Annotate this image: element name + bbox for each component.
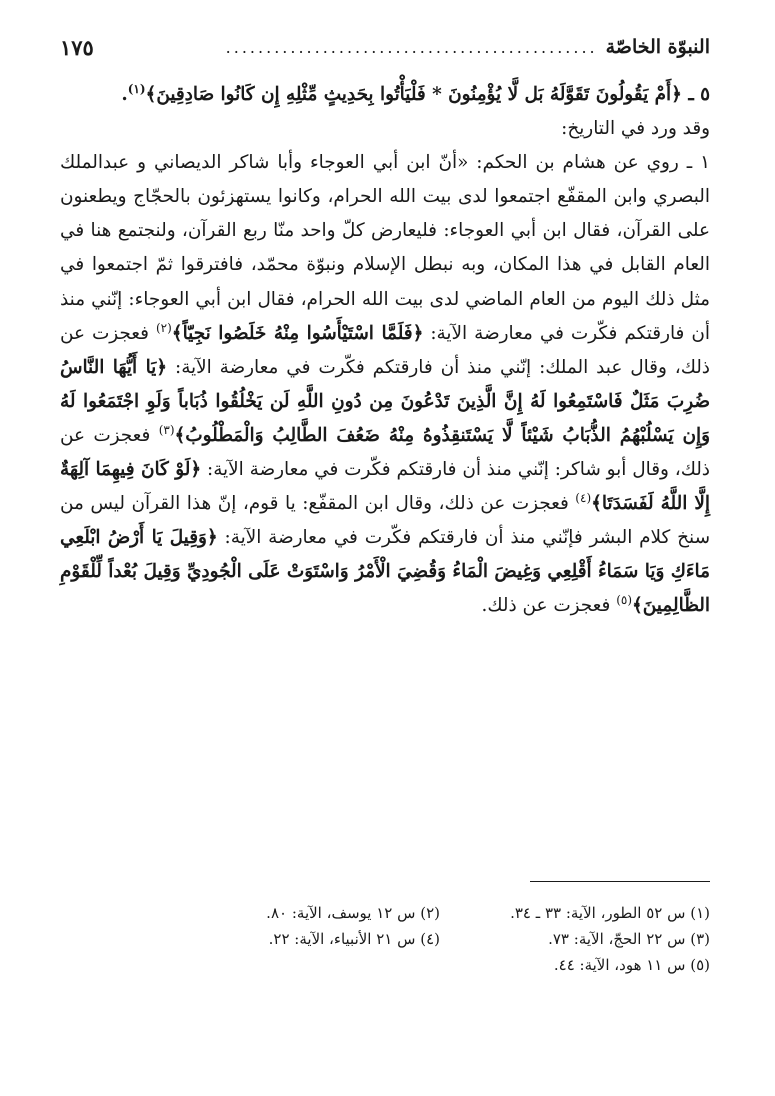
footnote-row	[60, 952, 710, 978]
running-header	[60, 33, 710, 61]
footnote-separator	[530, 881, 710, 882]
narration-text: ١ ـ روي عن هشام بن الحكم: «أنّ ابن أبي العوجاء وأبا شاكر الديصاني و عبدالملك البصري وابن المقفّع اجتمعوا لدى بيت الله الحرام، وكانوا يستهزئون بالحجّاج ويطعنون على القرآن، فقال ابن أبي العوجاء: فليعارض كلّ واحد منّا ربع القرآن، ولنجتمع هنا في العام القابل في هذا المكان، وبه نبطل الإسلام ونبوّة محمّد، فافترقوا ثمّ اجتمعوا في مثل ذلك اليوم من العام الماضي لدى بيت الله الحرام، فقال ابن أبي العوجاء: إنّني منذ أن فارقتكم فكّرت في معارضة الآية:	[60, 152, 710, 344]
history-intro: وقد ورد في التاريخ:	[561, 118, 710, 140]
header-leader-dots: ..............................................	[225, 37, 598, 57]
narration-text: فعجزت عن ذلك، وقال عبد الملك: إنّني منذ أن فارقتكم فكّرت في معارضة الآية:	[60, 322, 710, 378]
chapter-title: النبوّة الخاصّة	[605, 36, 710, 58]
footnote: (٥) س ١١ هود، الآية: ٤٤.	[553, 956, 710, 974]
quran-verse: ﴿فَلَمَّا اسْتَيْأَسُوا مِنْهُ خَلَصُوا نَجِيّاً﴾	[171, 322, 424, 344]
narration-text: فعجزت عن ذلك، وقال أبو شاكر: إنّني منذ أن فارقتكم فكّرت في معارضة الآية:	[60, 424, 710, 481]
footnote-ref: (٢)	[155, 320, 172, 335]
page-number: ١٧٥	[60, 34, 94, 60]
footnote-ref: (٥)	[616, 593, 633, 608]
narration-paragraph	[60, 146, 710, 623]
sentence-end: .	[121, 84, 128, 105]
quran-verse: ﴿وَقِيلَ يَا أَرْضُ ابْلَعِي مَاءَكِ وَيَا سَمَاءُ أَقْلِعِي وَغِيضَ الْمَاءُ وَقُضِيَ الْأَمْرُ وَاسْتَوَتْ عَلَى الْجُودِيِّ وَقِيلَ بُعْداً لِّلْقَوْمِ الظَّالِمِينَ﴾	[60, 527, 710, 617]
footnote-ref: (٣)	[158, 422, 175, 437]
footnote: (٤) س ٢١ الأنبياء، الآية: ٢٢.	[268, 930, 440, 948]
quran-verse: ﴿لَوْ كَانَ فِيهِمَا آلِهَةٌ إِلَّا اللَّهُ لَفَسَدَتَا﴾	[60, 459, 710, 515]
item-number: ٥ ـ	[688, 84, 710, 105]
footnote: (١) س ٥٢ الطور، الآية: ٣٣ ـ ٣٤.	[510, 904, 710, 922]
footnote-ref: (٤)	[575, 491, 592, 505]
page-body	[60, 78, 710, 624]
book-page	[60, 0, 710, 1096]
verse-paragraph	[60, 78, 710, 112]
narration-text: فعجزت عن ذلك.	[481, 595, 611, 617]
footnote: (٢) س ١٢ يوسف، الآية: ٨٠.	[266, 904, 440, 922]
footnote-row	[60, 926, 710, 952]
footnotes	[60, 900, 710, 978]
footnote-row	[60, 900, 710, 926]
narration-text: فعجزت عن ذلك، وقال ابن المقفّع: يا قوم، إنّ هذا القرآن ليس من سنخ كلام البشر فإنّني منذ أن فارقتكم فكّرت في معارضة الآية:	[60, 493, 710, 549]
quran-verse: ﴿أَمْ يَقُولُونَ تَقَوَّلَهُ بَل لَّا يُؤْمِنُونَ * فَلْيَأْتُوا بِحَدِيثٍ مِّثْلِهِ إِن كَانُوا صَادِقِينَ﴾	[145, 84, 682, 105]
footnote: (٣) س ٢٢ الحجّ، الآية: ٧٣.	[548, 930, 710, 948]
quran-verse: ﴿يَا أَيُّهَا النَّاسُ ضُرِبَ مَثَلٌ فَاسْتَمِعُوا لَهُ إِنَّ الَّذِينَ تَدْعُونَ مِن دُونِ اللَّهِ لَن يَخْلُقُوا ذُبَاباً وَلَوِ اجْتَمَعُوا لَهُ وَإِن يَسْلُبْهُمُ الذُّبَابُ شَيْئاً لَّا يَسْتَنقِذُوهُ مِنْهُ ضَعُفَ الطَّالِبُ وَالْمَطْلُوبُ﴾	[60, 356, 710, 446]
footnote-ref: (١)	[127, 81, 146, 96]
